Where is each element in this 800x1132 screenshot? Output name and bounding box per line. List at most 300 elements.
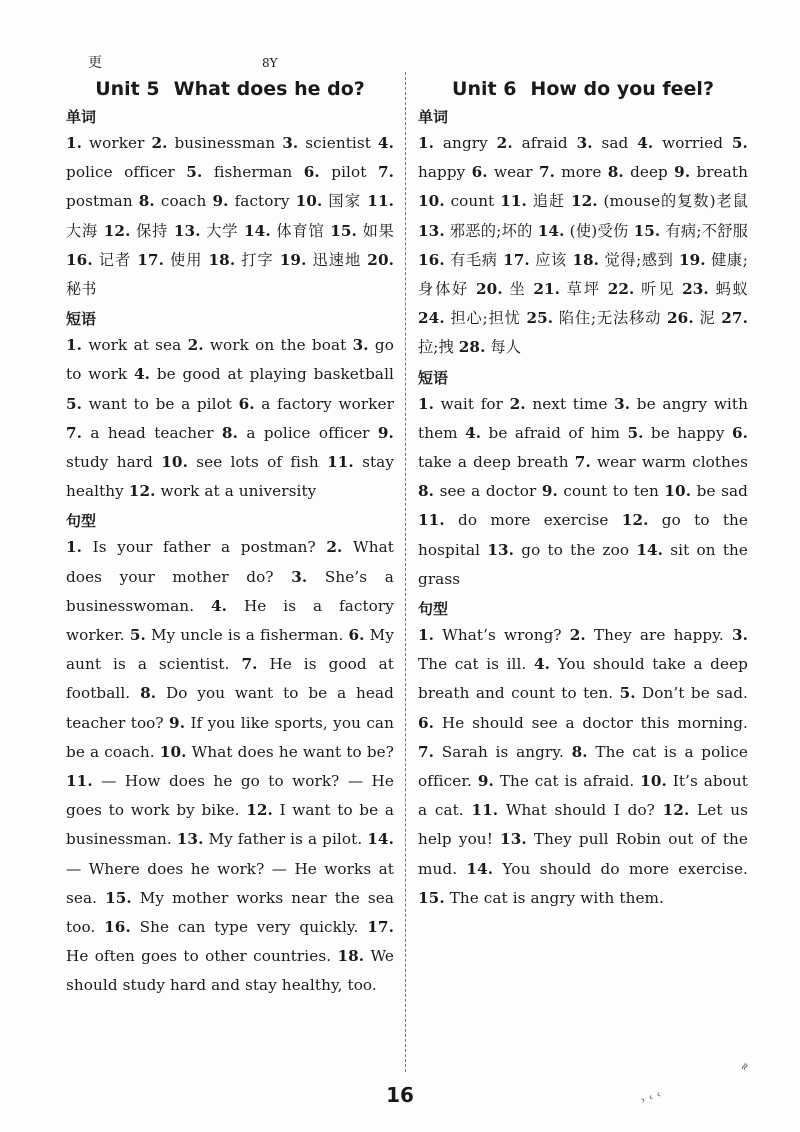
item-text: a head teacher (90, 423, 214, 442)
answer-item (139, 192, 207, 210)
item-number: 12. (662, 801, 690, 820)
answer-item (418, 192, 494, 210)
answer-item (244, 222, 325, 240)
item-text: 邪恶的;坏的 (449, 221, 533, 240)
answer-item (161, 453, 319, 471)
item-text: The cat is afraid. (499, 772, 635, 791)
answer-item (212, 192, 289, 210)
item-text: go to work (66, 336, 394, 384)
answer-item (620, 684, 748, 702)
item-text: factory (234, 192, 290, 211)
item-number: 6. (418, 713, 435, 732)
item-text: 体育馆 (276, 221, 325, 240)
item-number: 8. (571, 742, 588, 761)
answer-item (466, 860, 748, 878)
item-number: 4. (637, 134, 654, 152)
item-text: see a doctor (439, 482, 537, 501)
answer-item (526, 309, 661, 327)
unit5-number: Unit 5 (95, 78, 160, 100)
answer-item (571, 192, 748, 210)
answer-item (459, 338, 521, 356)
item-number: 10. (161, 453, 188, 472)
answer-item (570, 626, 724, 644)
answer-paragraph (418, 129, 748, 363)
item-text: sit on the grass (418, 540, 749, 588)
item-text: sad (601, 134, 629, 152)
unit5-column (66, 78, 394, 1001)
item-number: 25. (526, 309, 554, 328)
item-text: want to be a pilot (88, 394, 233, 413)
item-text: 国家 (328, 192, 362, 211)
answer-item (418, 134, 488, 152)
item-number: 18. (337, 947, 365, 966)
item-number: 20. (367, 250, 395, 269)
item-text: breath (696, 163, 748, 182)
answer-item (418, 251, 498, 269)
item-text: He is good at football. (66, 655, 394, 703)
answer-paragraph (66, 533, 394, 1000)
answer-item (209, 251, 274, 269)
answer-item (497, 134, 568, 152)
item-text: a factory worker (261, 394, 395, 413)
item-text: stay healthy (66, 453, 394, 501)
item-number: 4. (377, 134, 394, 152)
item-text: We should study hard and stay healthy, too. (66, 947, 394, 995)
item-number: 2. (569, 626, 586, 645)
item-text: see lots of fish (196, 453, 319, 472)
item-text: go to the hospital (418, 511, 748, 559)
item-number: 12. (246, 801, 273, 820)
item-text: 如果 (362, 221, 394, 240)
answer-item (104, 918, 358, 936)
item-number: 22. (607, 280, 635, 299)
item-text: Don’t be sad. (642, 684, 748, 703)
item-text: I want to be a businessman. (66, 801, 394, 849)
item-number: 7. (241, 655, 258, 674)
item-number: 1. (66, 134, 83, 152)
scan-mark-2: ›‹‹ (638, 1086, 667, 1107)
section-heading: 短语 (418, 368, 449, 387)
answer-item (478, 772, 635, 790)
item-number: 4. (211, 596, 228, 615)
item-text: Do you want to be a head teacher too? (66, 684, 394, 732)
item-number: 26. (667, 309, 694, 328)
answer-item (296, 192, 362, 210)
item-number: 5. (627, 423, 644, 442)
answer-item (533, 280, 601, 298)
item-text: You should do more exercise. (502, 859, 748, 878)
item-text: You should take a deep breath and count to ten. (418, 655, 748, 703)
item-number: 18. (572, 250, 600, 269)
item-text: 每人 (490, 338, 521, 357)
item-number: 27. (721, 309, 748, 328)
item-text: What does he want to be? (191, 742, 395, 761)
answer-item (418, 889, 664, 907)
item-text: (mouse的复数)老鼠 (603, 192, 748, 211)
item-number: 9. (169, 713, 186, 732)
item-number: 16. (66, 250, 93, 269)
item-text: She can type very quickly. (139, 918, 359, 937)
answer-item (160, 743, 394, 761)
item-text: take a deep breath (418, 453, 569, 472)
item-text: postman (66, 192, 133, 211)
item-text: Is your father a postman? (92, 538, 316, 557)
item-text: work at sea (88, 336, 182, 355)
item-text: wear (493, 163, 533, 182)
item-number: 9. (541, 482, 558, 501)
item-text: It’s about a cat. (418, 772, 749, 820)
answer-item (330, 222, 394, 240)
answer-item (503, 251, 567, 269)
item-text: My mother works near the sea too. (66, 888, 394, 937)
item-text: 草坪 (566, 280, 601, 299)
item-number: 1. (418, 394, 435, 413)
item-number: 3. (576, 134, 593, 152)
item-text: 有病;不舒服 (665, 221, 749, 240)
answer-item (66, 134, 144, 152)
item-number: 8. (607, 163, 624, 182)
item-number: 15. (105, 888, 132, 907)
answer-item (188, 336, 347, 354)
item-number: 10. (640, 772, 667, 791)
item-text: What does your mother do? (66, 538, 394, 586)
item-number: 9. (477, 772, 494, 791)
answer-item (634, 222, 748, 240)
item-number: 4. (533, 655, 550, 674)
section-heading: 单词 (418, 108, 449, 126)
item-number: 6. (303, 163, 320, 182)
item-text: wait for (440, 394, 504, 413)
item-number: 17. (503, 250, 530, 269)
answer-item (177, 830, 363, 848)
item-text: work on the boat (209, 336, 347, 355)
item-number: 8. (140, 684, 157, 703)
item-text: angry (442, 134, 488, 152)
item-text: work at a university (160, 482, 317, 501)
item-text: (使)受伤 (569, 221, 629, 240)
answer-item (487, 541, 629, 559)
answer-item (134, 365, 394, 383)
answer-item (608, 280, 676, 298)
item-text: 记者 (98, 250, 132, 269)
item-number: 8. (221, 423, 238, 442)
answer-item (542, 482, 659, 500)
item-text: He is a factory worker. (66, 596, 394, 645)
item-text: businessman (174, 134, 276, 152)
item-number: 15. (633, 221, 661, 240)
item-text: more (561, 163, 602, 182)
answer-item (418, 626, 562, 644)
item-text: If you like sports, you can be a coach. (66, 713, 394, 761)
item-text: be good at playing basketball (156, 365, 394, 384)
item-text: 担心;担忧 (450, 309, 521, 328)
item-number: 12. (570, 192, 598, 211)
answer-item (471, 801, 655, 819)
item-text: 觉得;感到 (604, 250, 674, 269)
answer-item (637, 134, 723, 152)
answer-paragraph (418, 390, 748, 594)
item-text: My uncle is a fisherman. (150, 626, 344, 645)
item-text: 大学 (206, 221, 239, 240)
answer-item (186, 163, 292, 181)
item-number: 11. (66, 772, 93, 791)
answer-item (66, 395, 232, 413)
item-text: be happy (650, 423, 725, 442)
item-text: do more exercise (458, 511, 609, 530)
item-number: 5. (619, 684, 636, 703)
item-number: 1. (66, 336, 83, 355)
answer-paragraph (418, 621, 748, 913)
page-number: 16 (386, 1083, 414, 1107)
item-number: 5. (731, 134, 748, 152)
item-text: 健康;身体好 (418, 250, 748, 299)
answer-item (280, 251, 362, 269)
answer-item (418, 511, 609, 529)
item-number: 12. (621, 511, 649, 530)
answer-item (664, 482, 748, 500)
item-number: 1. (66, 538, 83, 557)
item-number: 1. (418, 626, 435, 645)
answer-item (608, 163, 668, 181)
item-number: 7. (538, 163, 555, 182)
answer-item (575, 453, 748, 471)
item-text: My father is a pilot. (208, 830, 363, 849)
item-number: 6. (731, 423, 749, 442)
item-text: He should see a doctor this morning. (441, 713, 748, 732)
column-divider (405, 72, 406, 1072)
answer-paragraph (66, 129, 394, 304)
item-number: 11. (471, 801, 499, 820)
unit6-heading (418, 78, 748, 100)
unit5-heading (66, 78, 394, 100)
answer-item (174, 222, 238, 240)
item-number: 13. (173, 221, 201, 240)
answer-item (66, 251, 131, 269)
item-text: The cat is ill. (418, 655, 527, 674)
item-text: 使用 (169, 250, 203, 269)
item-text: be sad (696, 482, 748, 501)
item-text: What should I do? (505, 801, 655, 820)
item-text: 大海 (66, 221, 99, 240)
item-text: 拉;拽 (418, 338, 454, 357)
item-text: They are happy. (593, 626, 724, 645)
item-text: 追赶 (532, 192, 566, 211)
item-number: 6. (238, 394, 255, 413)
item-number: 2. (187, 336, 204, 355)
item-text: 陷住;无法移动 (558, 309, 662, 328)
answer-item (304, 163, 367, 181)
answer-item (66, 424, 214, 442)
item-number: 14. (537, 221, 565, 240)
item-text: happy (418, 163, 466, 182)
item-text: What’s wrong? (442, 626, 562, 645)
corner-code: 8Y (262, 56, 278, 70)
item-number: 3. (291, 567, 308, 586)
answer-item (104, 222, 168, 240)
item-number: 2. (151, 134, 168, 152)
item-number: 21. (533, 280, 561, 299)
answer-item (539, 163, 602, 181)
answer-item (667, 309, 716, 327)
answer-item (129, 482, 317, 500)
item-text: study hard (66, 453, 153, 472)
item-text: police officer (66, 163, 175, 182)
item-number: 3. (352, 336, 369, 355)
item-number: 3. (614, 394, 631, 413)
answer-item (465, 424, 620, 442)
answer-item (627, 424, 724, 442)
item-number: 6. (348, 626, 365, 645)
item-text: worker (89, 134, 145, 152)
item-text: a police officer (246, 423, 370, 442)
answer-item (682, 280, 748, 298)
item-number: 5. (129, 626, 146, 645)
answer-item (66, 336, 181, 354)
item-number: 14. (636, 540, 664, 559)
answer-item (418, 222, 533, 240)
answer-item (137, 251, 202, 269)
answer-item (572, 251, 673, 269)
answer-item (130, 626, 344, 644)
item-number: 10. (159, 742, 187, 761)
answer-item (151, 134, 275, 152)
item-number: 7. (377, 163, 394, 182)
item-number: 17. (367, 918, 394, 937)
item-number: 15. (418, 888, 445, 907)
scan-mark: ≈ (736, 1059, 753, 1074)
item-number: 12. (103, 221, 131, 240)
item-text: 泥 (699, 309, 716, 328)
answer-item (418, 482, 536, 500)
answer-item (239, 395, 394, 413)
item-text: The cat is angry with them. (449, 888, 664, 907)
item-text: deep (630, 163, 668, 182)
item-text: — Where does he work? — He works at sea. (66, 859, 394, 907)
item-number: 9. (212, 192, 229, 211)
answer-item (418, 309, 521, 327)
answer-item (674, 163, 748, 181)
item-number: 23. (682, 280, 709, 299)
item-number: 11. (500, 192, 527, 211)
item-text: He often goes to other countries. (66, 947, 332, 966)
answer-item (282, 134, 371, 152)
item-number: 10. (664, 482, 692, 501)
item-number: 13. (418, 221, 445, 240)
item-text: 迅速地 (312, 250, 362, 269)
item-number: 7. (66, 423, 83, 442)
item-text: She’s a businesswoman. (66, 567, 394, 615)
item-text: 打字 (241, 250, 274, 269)
item-number: 13. (176, 830, 204, 849)
item-text: My aunt is a scientist. (66, 626, 395, 674)
item-number: 19. (279, 250, 307, 269)
item-number: 14. (367, 830, 394, 849)
corner-char: 更 (88, 55, 102, 71)
item-number: 7. (574, 453, 591, 472)
answer-item (66, 538, 316, 556)
item-text: The cat is a police officer. (418, 742, 748, 791)
item-text: pilot (331, 163, 367, 182)
item-text: 应该 (535, 250, 567, 269)
section-heading: 句型 (66, 512, 97, 531)
unit6-title: How do you feel? (530, 78, 714, 100)
section-heading: 句型 (418, 600, 449, 619)
item-number: 14. (244, 221, 271, 240)
unit6-number: Unit 6 (452, 78, 517, 100)
item-number: 13. (500, 830, 527, 849)
item-text: 有毛病 (450, 250, 498, 269)
item-number: 4. (465, 423, 482, 442)
item-number: 2. (496, 134, 513, 152)
item-text: 坐 (509, 280, 527, 299)
item-number: 16. (104, 918, 131, 937)
answer-item (472, 163, 533, 181)
item-text: — How does he go to work? — He goes to work by bike. (66, 772, 394, 820)
item-number: 6. (471, 163, 488, 182)
item-text: next time (532, 394, 608, 413)
item-number: 14. (466, 859, 494, 878)
item-number: 1. (418, 134, 435, 152)
item-number: 11. (418, 511, 445, 530)
item-number: 4. (134, 365, 151, 384)
item-number: 28. (458, 338, 486, 357)
answer-item (538, 222, 629, 240)
item-text: worried (662, 134, 724, 152)
item-text: Let us help you! (418, 801, 748, 849)
answer-item (500, 192, 565, 210)
item-number: 5. (66, 394, 83, 413)
item-text: be afraid of him (488, 423, 621, 442)
item-text: 听见 (641, 280, 676, 299)
item-text: They pull Robin out of the mud. (418, 830, 748, 878)
item-number: 9. (377, 423, 394, 442)
item-text: 保持 (136, 221, 169, 240)
item-number: 3. (282, 134, 299, 152)
item-text: be angry with them (418, 394, 748, 442)
answer-item (476, 280, 527, 298)
item-text: fisherman (213, 163, 293, 182)
item-text: count to ten (563, 482, 659, 501)
item-number: 18. (208, 250, 236, 269)
item-number: 7. (418, 742, 435, 761)
item-text: go to the zoo (521, 540, 630, 559)
item-number: 11. (327, 453, 354, 472)
item-number: 24. (418, 309, 445, 328)
item-number: 20. (476, 280, 503, 299)
unit5-title: What does he do? (173, 78, 365, 100)
answer-item (418, 395, 503, 413)
answer-item (510, 395, 608, 413)
item-text: afraid (521, 134, 568, 152)
item-text: 蚂蚁 (715, 280, 748, 299)
item-text: scientist (305, 134, 371, 152)
item-number: 8. (418, 482, 435, 501)
item-number: 12. (128, 482, 156, 501)
section-heading: 单词 (66, 108, 97, 126)
item-text: coach (160, 192, 207, 211)
item-number: 8. (138, 192, 155, 211)
item-text: wear warm clothes (597, 453, 748, 472)
item-number: 17. (137, 250, 164, 269)
item-number: 19. (678, 250, 706, 269)
item-number: 11. (367, 192, 395, 211)
item-text: count (450, 192, 495, 211)
item-number: 13. (487, 540, 515, 559)
answer-item (418, 743, 564, 761)
unit6-column (418, 78, 748, 913)
answer-item (577, 134, 629, 152)
section-heading: 短语 (66, 310, 97, 329)
